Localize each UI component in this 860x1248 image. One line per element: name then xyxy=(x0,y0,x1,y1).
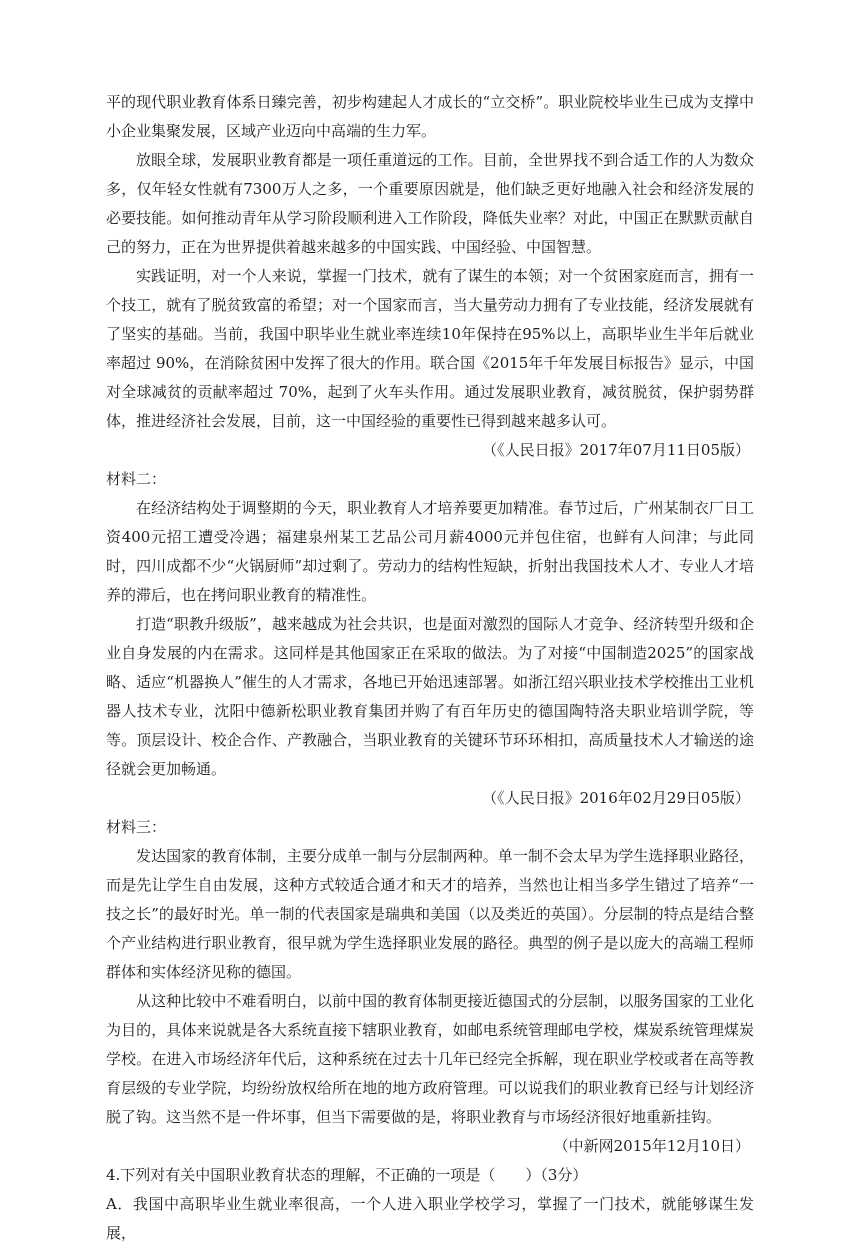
material3-paragraph-1: 发达国家的教育体制，主要分成单一制与分层制两种。单一制不会太早为学生选择职业路径，而是先让学生自由发展，这种方式较适合通才和天才的培养，当然也让相当多学生错过了培养“一技之长”的最好时光。单一制的代表国家是瑞典和美国（以及类近的英国）。分层制的特点是结合整个产业结构进行职业教育，很早就为学生选择职业发展的路径。典型的例子是以庞大的高端工程师群体和实体经济见称的德国。 xyxy=(106,847,754,981)
material2-source: （《人民日报》2016年02月29日05版） xyxy=(482,789,750,807)
question-4-stem: 4.下列对有关中国职业教育状态的理解，不正确的一项是（ ）（3分） xyxy=(106,1166,588,1184)
material1-paragraph-3: 实践证明，对一个人来说，掌握一门技术，就有了谋生的本领；对一个贫困家庭而言，拥有一个技工，就有了脱贫致富的希望；对一个国家而言，当大量劳动力拥有了专业技能，经济发展就有了坚实的基础。当前，我国中职毕业生就业率连续10年保持在95%以上，高职毕业生半年后就业率超过 90%，在消除贫困中发挥了很大的作用。联合国《2015年千年发展目标报告》显示，中国对全球减贫的贡献率超过 70%，起到了火车头作用。通过发展职业教育，减贫脱贫，保护弱势群体，推进经济社会发展，目前，这一中国经验的重要性已得到越来越多认可。 xyxy=(106,267,754,430)
material2-paragraph-1: 在经济结构处于调整期的今天，职业教育人才培养要更加精准。春节过后，广州某制衣厂日工资400元招工遭受冷遇；福建泉州某工艺品公司月薪4000元并包住宿，也鲜有人问津；与此同时，四川成都不少“火锅厨师”却过剩了。劳动力的结构性短缺，折射出我国技术人才、专业人才培养的滞后，也在拷问职业教育的精准性。 xyxy=(106,499,754,604)
material1-source: （《人民日报》2017年07月11日05版） xyxy=(482,441,750,459)
material1-paragraph-2: 放眼全球，发展职业教育都是一项任重道远的工作。目前，全世界找不到合适工作的人为数众多，仅年轻女性就有7300万人之多，一个重要原因就是，他们缺乏更好地融入社会和经济发展的必要技能。如何推动青年从学习阶段顺利进入工作阶段，降低失业率？对此，中国正在默默贡献自己的努力，正在为世界提供着越来越多的中国实践、中国经验、中国智慧。 xyxy=(106,151,754,256)
material3-paragraph-2: 从这种比较中不难看明白，以前中国的教育体制更接近德国式的分层制，以服务国家的工业化为目的，具体来说就是各大系统直接下辖职业教育，如邮电系统管理邮电学校，煤炭系统管理煤炭学校。在进入市场经济年代后，这种系统在过去十几年已经完全拆解，现在职业学校或者在高等教育层级的专业学院，均纷纷放权给所在地的地方政府管理。可以说我们的职业教育已经与计划经济脱了钩。这当然不是一件坏事，但当下需要做的是，将职业教育与市场经济很好地重新挂钩。 xyxy=(106,992,754,1126)
question-4-option-a: A．我国中高职毕业生就业率很高，一个人进入职业学校学习，掌握了一门技术，就能够谋生发展， xyxy=(106,1195,754,1242)
material1-paragraph-1: 平的现代职业教育体系日臻完善，初步构建起人才成长的“立交桥”。职业院校毕业生已成为支撑中小企业集聚发展，区域产业迈向中高端的生力军。 xyxy=(106,93,754,140)
material2-heading: 材料二： xyxy=(106,470,167,488)
material3-heading: 材料三： xyxy=(106,818,167,836)
material3-source: （中新网2015年12月10日） xyxy=(553,1137,750,1155)
material2-paragraph-2: 打造“职教升级版”，越来越成为社会共识，也是面对激烈的国际人才竞争、经济转型升级和企业自身发展的内在需求。这同样是其他国家正在采取的做法。为了对接“中国制造2025”的国家战略、适应“机器换人”催生的人才需求，各地已开始迅速部署。如浙江绍兴职业技术学校推出工业机器人技术专业，沈阳中德新松职业教育集团并购了有百年历史的德国陶特洛夫职业培训学院，等等。顶层设计、校企合作、产教融合，当职业教育的关键环节环环相扣，高质量技术人才输送的途径就会更加畅通。 xyxy=(106,615,754,778)
